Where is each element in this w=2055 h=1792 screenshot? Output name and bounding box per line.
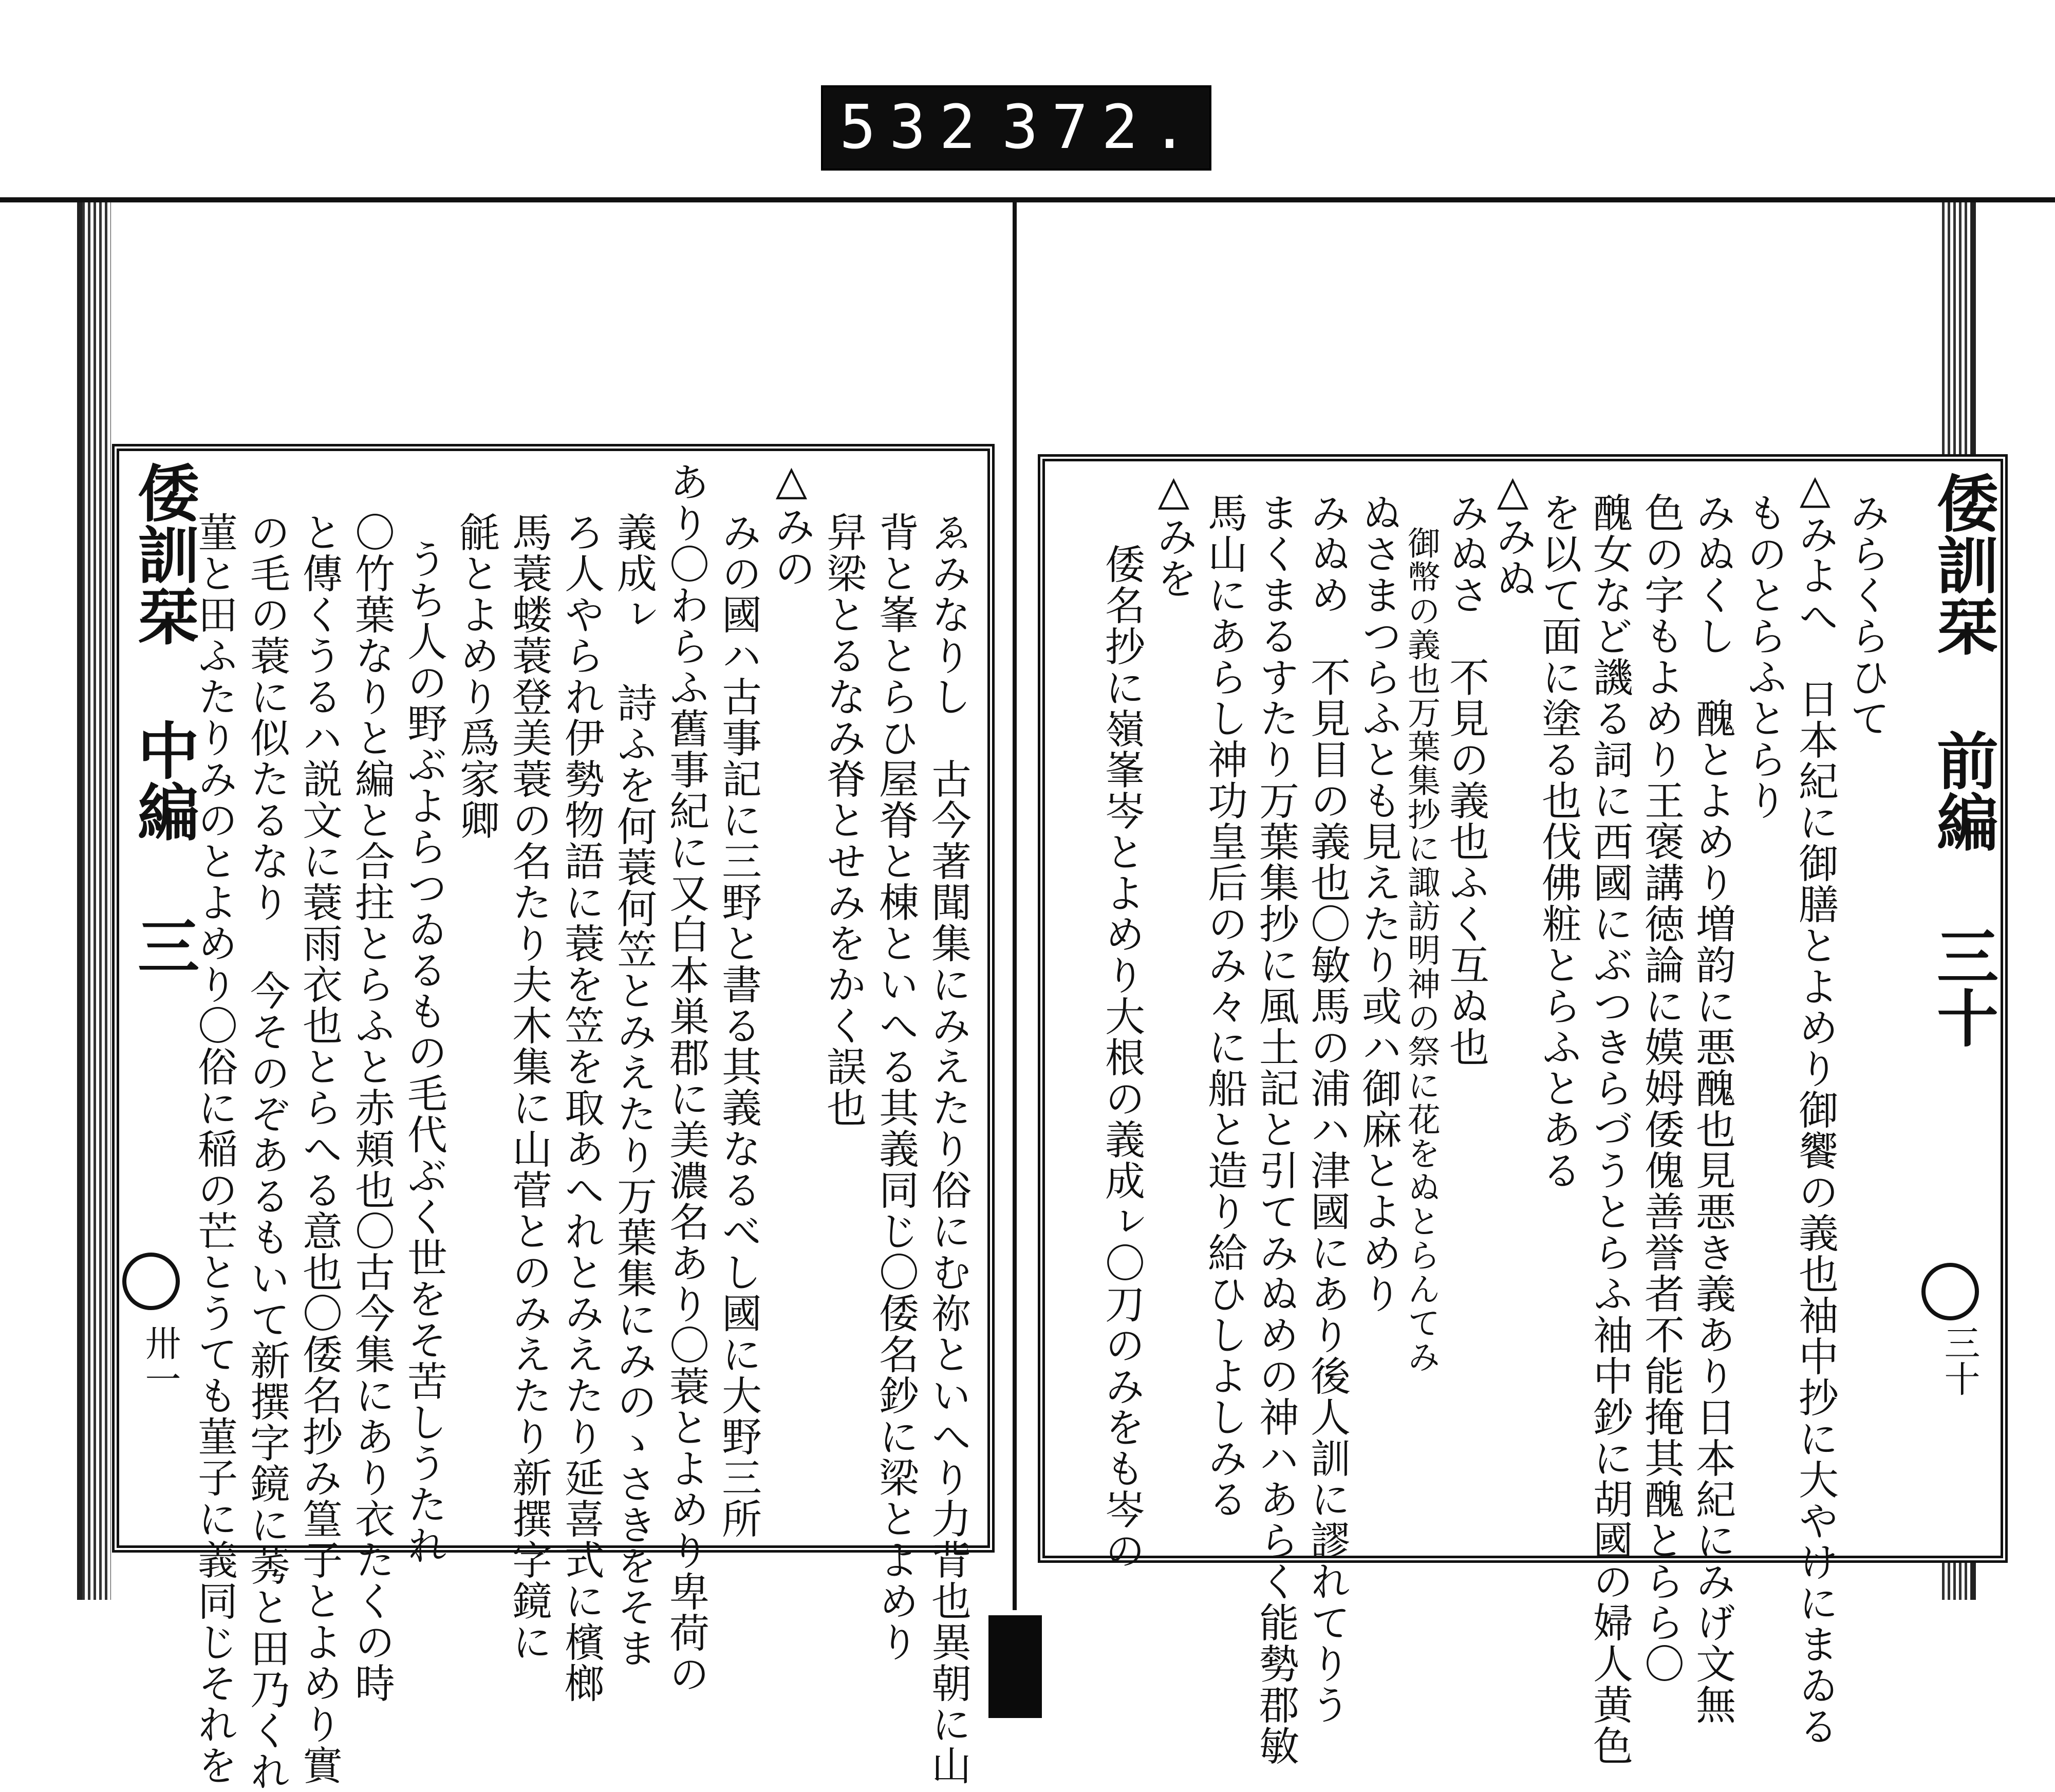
catalog-number-right: 372. xyxy=(1001,91,1201,162)
binding-gutter xyxy=(1013,202,1017,1610)
right-col-1: みらくらひて xyxy=(1843,492,1890,739)
left-col-5: みの國ハ古事記に三野と書る其義なるべし國に大野三所 xyxy=(715,512,761,1539)
left-col-4: △みの xyxy=(768,456,815,589)
left-page-edge xyxy=(82,202,111,1600)
right-col-2: △みよへ 日本紀に御膳とよめり御饗の義也袖中抄に大やけにまゐる xyxy=(1792,466,1838,1747)
left-col-11: うち人の野ぶよらつゐるもの毛代ぶく世をそ苦しうたれ xyxy=(401,538,447,1566)
right-col-6: 醜女など譏る詞に西國にぶつきらづうとらふ袖中鈔に胡國の婦人黄色 xyxy=(1586,492,1633,1766)
right-col-3: ものとらふとらり xyxy=(1741,492,1787,821)
left-folio: 卅一 xyxy=(139,1324,181,1396)
left-text-frame xyxy=(112,444,995,1792)
right-col-7: を以て面に塗る也伐佛粧とらふとある xyxy=(1535,492,1581,1191)
left-col-2: 背と峯とらひ屋脊と棟といへる其義同じ〇倭名鈔に梁とよめり xyxy=(872,512,919,1663)
binding-stub xyxy=(988,1615,1042,1718)
left-col-3: 舁梁とるなみ脊とせみをかく誤也 xyxy=(820,512,866,1128)
left-col-6: あり〇わらふ舊事紀に又白本巣郡に美濃名あり〇蓑とよめり卑荷の xyxy=(663,461,709,1694)
right-folio: 三十 xyxy=(1938,1324,1981,1396)
left-side-title: 倭訓栞 中編 三 xyxy=(127,461,200,976)
left-col-12: 〇竹葉なりと編と合拄とらふと赤頬也〇古今集にあり衣たくの時 xyxy=(348,512,395,1704)
catalog-label xyxy=(821,85,1211,171)
right-side-title: 倭訓栞 前編 三十 xyxy=(1927,472,1999,1048)
left-col-14: の毛の蓑に似たるなり 今そのぞあるもいて新撰字鏡に莠と田乃くれ xyxy=(244,512,290,1792)
right-col-13: まくまるすたり万葉集抄に風土記と引てみぬめの神ハあらく能勢郡敏 xyxy=(1253,492,1299,1766)
left-col-10: 毹とよめり爲家卿 xyxy=(453,512,499,841)
right-col-8: △みぬ xyxy=(1489,466,1537,600)
right-col-11: ぬさまつらふとも見えたり或ハ御麻とよめり xyxy=(1355,492,1402,1314)
right-folio-circle xyxy=(1921,1263,1979,1320)
right-col-16: 倭名抄に嶺峯岑とよめり大根の義成ㇾ〇刀のみをも岑の xyxy=(1098,544,1145,1571)
right-col-10: 御幣の義也万葉集抄に諏訪明神の祭に花をぬとらんてみ xyxy=(1402,492,1440,1374)
right-col-14: 馬山にあらし神功皇后のみ々に船と造り給ひしよしみる xyxy=(1201,492,1247,1520)
left-col-15: 菫と田ふたりみのとよめり〇俗に稲の芒とうても菫子に義同じそれを xyxy=(191,512,237,1786)
right-col-4: みぬくし 醜とよめり増韵に悪醜也見悪き義あり日本紀にみげ文無 xyxy=(1689,492,1735,1725)
catalog-number-left: 532 xyxy=(839,91,989,162)
left-col-8: ろ人やられ伊勢物語に蓑を笠を取あへれとみえたり延喜式に檳榔 xyxy=(558,512,604,1704)
book-top-edge xyxy=(0,197,2055,202)
right-text-frame xyxy=(1038,454,2008,1766)
left-folio-circle xyxy=(122,1253,180,1310)
right-col-12: みぬめ 不見目の義也〇敏馬の浦ハ津國にあり後人訓に謬れてりう xyxy=(1304,492,1350,1725)
left-col-1: ゑみなりし 古今著聞集にみえたり俗にむ祢といへり力背也異朝に山 xyxy=(925,512,971,1786)
left-col-9: 馬蓑蝼蓑登美蓑の名たり夫木集に山菅とのみえたり新撰字鏡に xyxy=(506,512,552,1663)
left-col-7: 義成ㇾ 詩ふを何蓑何笠とみえたり万葉集にみのゝさきをそま xyxy=(610,512,657,1669)
left-col-13: と傳くうるハ説文に蓑雨衣也とらへる意也〇倭名抄み篁子とよめり實 xyxy=(296,512,342,1786)
right-col-9: みぬさ 不見の義也ふく互ぬ也 xyxy=(1443,492,1489,1068)
right-col-5: 色の字もよめり王褒講徳論に嫫姆倭傀善誉者不能掩其醜とらら〇 xyxy=(1638,492,1684,1684)
right-col-15: △みを xyxy=(1150,466,1198,600)
